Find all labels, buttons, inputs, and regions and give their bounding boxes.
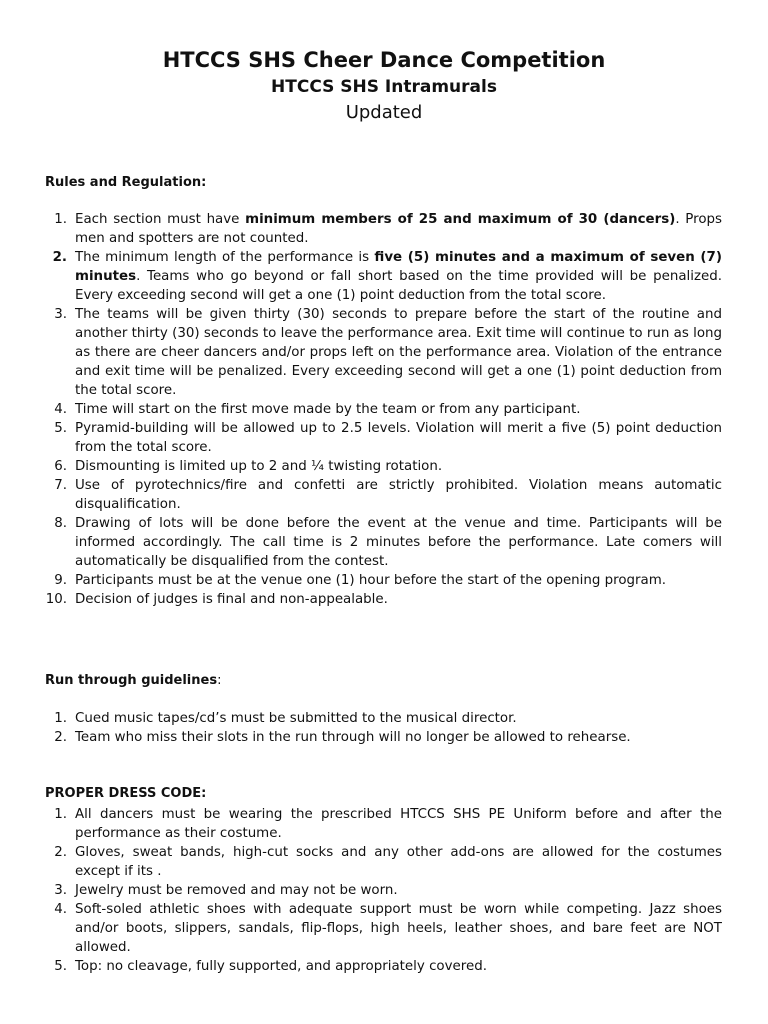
rule-number: 9.: [54, 573, 67, 588]
runthrough-item-1: 1. Cued music tapes/cd’s must be submitted to the musical director.: [45, 709, 722, 728]
updated-label: Updated: [345, 102, 423, 123]
rules-heading: Rules and Regulation:: [45, 175, 207, 190]
dresscode-heading: PROPER DRESS CODE:: [45, 786, 207, 801]
rule-number: 4.: [54, 402, 67, 417]
rule-item-4: 4. Time will start on the first move made by the team or from any participant.: [45, 400, 722, 419]
rule-item-8: 8. Drawing of lots will be done before the event at the venue and time. Participants will be informed accordingly. The call time is 2 minutes before the performance. Late comers will automatically be disqualified from the contest.: [45, 514, 722, 571]
rule-item-10: 10. Decision of judges is final and non-appealable.: [45, 592, 388, 607]
document-subtitle: HTCCS SHS Intramurals: [271, 77, 497, 97]
rule-item-5: 5. Pyramid-building will be allowed up to 2.5 levels. Violation will merit a five (5) point deduction from the total score.: [45, 419, 722, 457]
rule-number: 10.: [45, 592, 67, 607]
rule-number: 1.: [54, 212, 67, 227]
runthrough-list: [45, 709, 722, 747]
rule-number: 7.: [54, 478, 67, 493]
rule-number: 8.: [54, 516, 67, 531]
dresscode-item-5: 5. Top: no cleavage, fully supported, and appropriately covered.: [45, 957, 722, 976]
document-title: HTCCS SHS Cheer Dance Competition: [162, 48, 606, 72]
dresscode-number: 1.: [54, 807, 67, 822]
rule-number: 6.: [54, 459, 67, 474]
rule-number: 5.: [54, 421, 67, 436]
rule-item-2: 2. The minimum length of the performance is five (5) minutes and a maximum of seven (7) minutes. Teams who go beyond or fall short based on the time provided will be penalized. Every exceeding second will get a one (1) point deduction from the total score.: [45, 248, 722, 305]
rule-number: 2.: [52, 250, 67, 265]
dresscode-item-4: 4. Soft-soled athletic shoes with adequate support must be worn while competing. Jazz shoes and/or boots, slippers, sandals, flip-flops, high heels, leather shoes, and bare feet are NOT allowed.: [45, 900, 722, 957]
rule-item-6: 6. Dismounting is limited up to 2 and ¼ twisting rotation.: [45, 457, 722, 476]
dresscode-number: 4.: [54, 902, 67, 917]
runthrough-number: 1.: [54, 711, 67, 726]
dresscode-list: [45, 805, 722, 976]
dresscode-number: 2.: [54, 845, 67, 860]
rule-item-9: 9. Participants must be at the venue one (1) hour before the start of the opening program.: [45, 571, 722, 590]
runthrough-item-2: 2. Team who miss their slots in the run through will no longer be allowed to rehearse.: [45, 728, 722, 747]
dresscode-number: 5.: [54, 959, 67, 974]
rule-item-3: 3. The teams will be given thirty (30) seconds to prepare before the start of the routine and another thirty (30) seconds to leave the performance area. Exit time will continue to run as long as there are cheer dancers and/or props left on the performance area. Violation of the entrance and exit time will be penalized. Every exceeding second will get a one (1) point deduction from the total score.: [45, 305, 722, 400]
runthrough-number: 2.: [54, 730, 67, 745]
rule-number: 3.: [54, 307, 67, 322]
dresscode-item-2: 2. Gloves, sweat bands, high-cut socks and any other add-ons are allowed for the costumes except if its .: [45, 843, 722, 881]
rule-item-7: 7. Use of pyrotechnics/fire and confetti are strictly prohibited. Violation means automatic disqualification.: [45, 476, 722, 514]
dresscode-item-1: 1. All dancers must be wearing the prescribed HTCCS SHS PE Uniform before and after the performance as their costume.: [45, 805, 722, 843]
runthrough-heading: Run through guidelines:: [45, 673, 222, 688]
rules-list: [45, 210, 722, 609]
dresscode-number: 3.: [54, 883, 67, 898]
dresscode-item-3: 3. Jewelry must be removed and may not be worn.: [45, 881, 722, 900]
rule-item-1: 1. Each section must have minimum members of 25 and maximum of 30 (dancers). Props men and spotters are not counted.: [45, 210, 722, 248]
